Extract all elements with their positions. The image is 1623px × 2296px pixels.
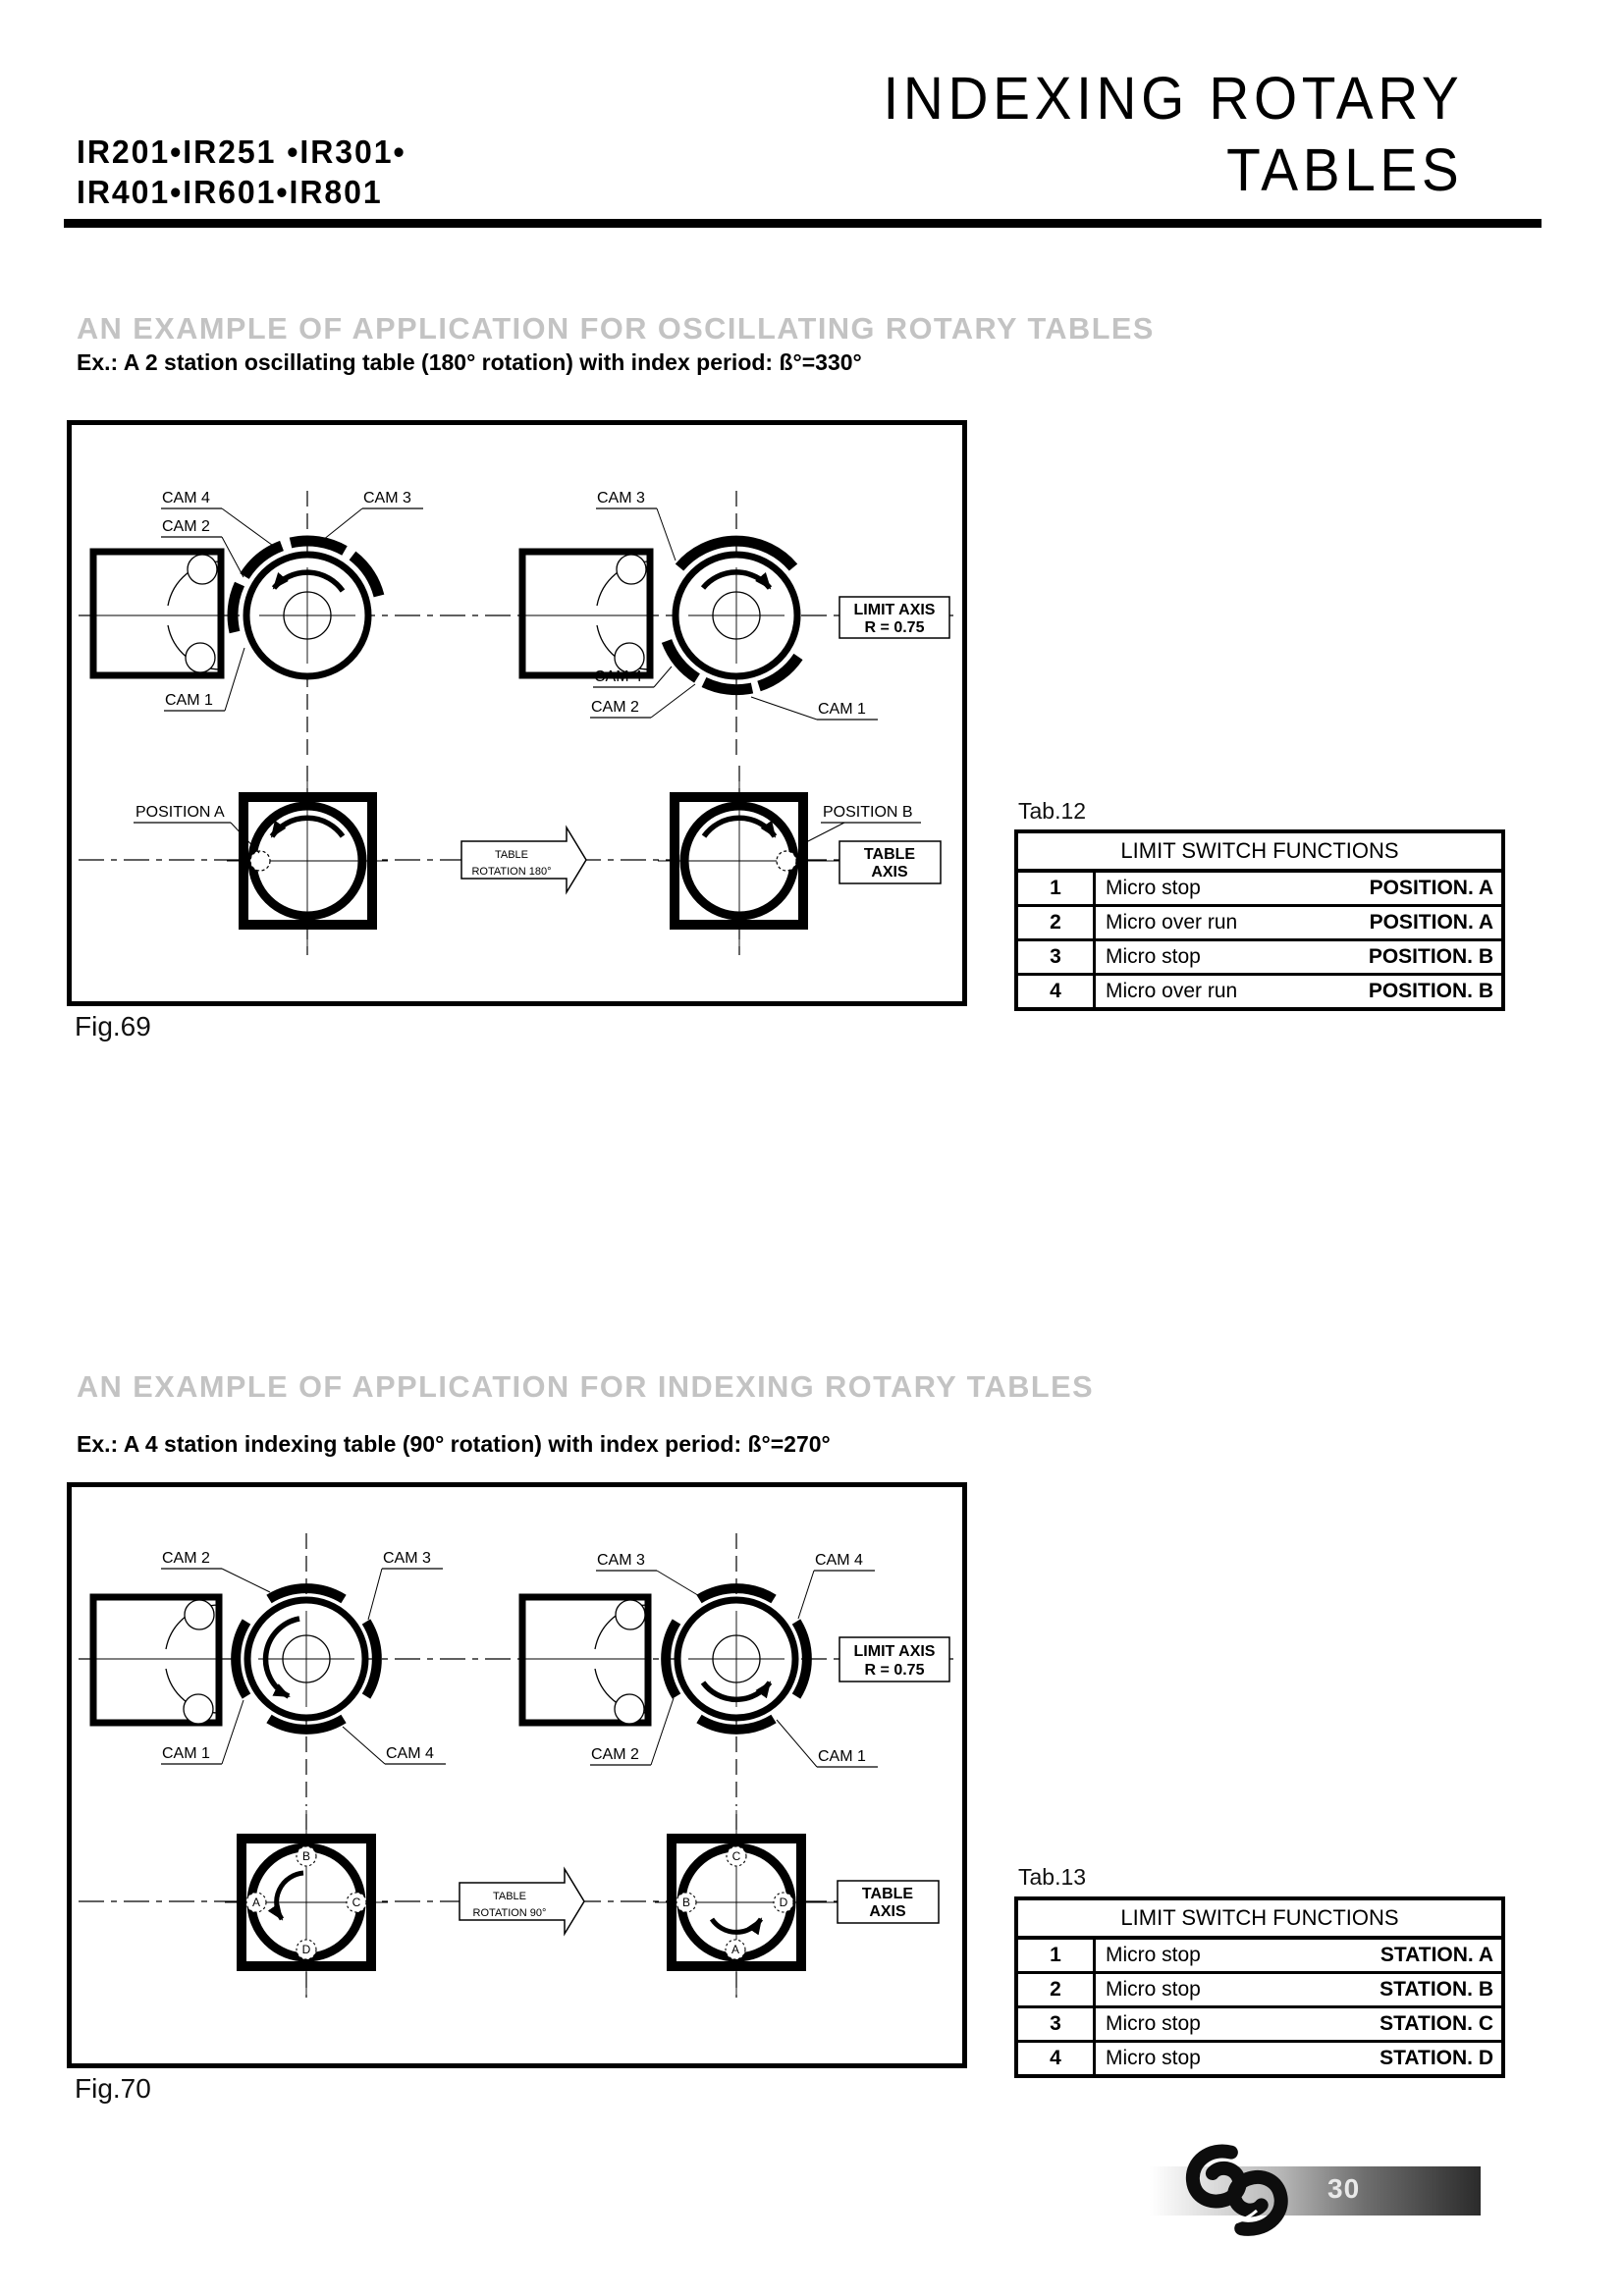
row-function: Micro over run xyxy=(1106,980,1238,1002)
position-b-label: POSITION B xyxy=(823,804,913,821)
station-top: B xyxy=(301,1849,311,1863)
row-function: Micro stop xyxy=(1106,2047,1201,2069)
index-position-marker xyxy=(250,851,270,871)
table-row xyxy=(1018,2043,1501,2074)
cam4-label: CAM 4 xyxy=(162,490,210,507)
table-axis-line2: AXIS xyxy=(871,864,908,881)
station-top: C xyxy=(731,1849,741,1863)
tab-13-label: Tab.13 xyxy=(1018,1864,1087,1890)
figure-70-box xyxy=(67,1482,967,2068)
limit-axis-line2: R = 0.75 xyxy=(864,619,925,636)
table-rotation-arrow xyxy=(460,1869,584,1934)
figure-69-drawing xyxy=(72,425,962,1001)
cam2-label: CAM 2 xyxy=(591,699,639,716)
table-axis-line1: TABLE xyxy=(863,846,916,863)
figure-70-caption: Fig.70 xyxy=(75,2073,151,2104)
limit-axis-line2: R = 0.75 xyxy=(864,1662,925,1679)
tab-12-table xyxy=(1014,829,1505,1011)
row-number: 2 xyxy=(1018,1974,1096,2005)
table-row xyxy=(1018,1940,1501,1974)
indexing-table-right xyxy=(655,1810,818,1995)
table-axis-line2: AXIS xyxy=(869,1903,906,1920)
figure-70-drawing xyxy=(72,1487,962,2063)
tab-13-table xyxy=(1014,1896,1505,2078)
row-number: 2 xyxy=(1018,907,1096,938)
row-position: STATION. D xyxy=(1380,2047,1493,2069)
row-function: Micro over run xyxy=(1106,911,1238,934)
section-heading-indexing: AN EXAMPLE OF APPLICATION FOR INDEXING ROTARY TABLES xyxy=(77,1369,1095,1404)
row-number: 4 xyxy=(1018,2043,1096,2074)
indexing-table-left xyxy=(225,1810,388,1995)
model-list xyxy=(77,132,406,212)
limit-axis-callout xyxy=(839,597,949,638)
rotation-text-line2: ROTATION 180° xyxy=(471,866,552,878)
figure-69-caption: Fig.69 xyxy=(75,1011,151,1041)
figure-69-box xyxy=(67,420,967,1006)
table-row xyxy=(1018,1974,1501,2008)
station-bottom: A xyxy=(730,1943,740,1956)
row-position: POSITION. B xyxy=(1368,945,1493,968)
row-position: POSITION. A xyxy=(1369,911,1493,934)
page-title-line2: TABLES xyxy=(1225,136,1463,203)
limit-axis-line1: LIMIT AXIS xyxy=(853,602,936,618)
table-row xyxy=(1018,941,1501,976)
table-row xyxy=(1018,2008,1501,2043)
station-right: C xyxy=(352,1896,361,1909)
station-right: D xyxy=(779,1896,788,1909)
cam-assembly-right xyxy=(522,1588,807,1730)
table-row xyxy=(1018,976,1501,1007)
example-text-indexing: Ex.: A 4 station indexing table (90° rotation) with index period: ß°=270° xyxy=(77,1431,831,1457)
rotation-text-line2: ROTATION 90° xyxy=(472,1907,547,1919)
row-function: Micro stop xyxy=(1106,945,1201,968)
model-list-line2: IR401•IR601•IR801 xyxy=(77,174,383,210)
row-position: STATION. A xyxy=(1380,1944,1493,1966)
cam3-label: CAM 3 xyxy=(597,490,645,507)
position-a-label: POSITION A xyxy=(135,804,225,821)
row-number: 3 xyxy=(1018,2008,1096,2040)
row-function: Micro stop xyxy=(1106,2012,1201,2035)
station-left: A xyxy=(251,1896,261,1909)
row-function: Micro stop xyxy=(1106,1944,1201,1966)
cam1-label: CAM 1 xyxy=(162,1745,210,1762)
cam4-label: CAM 4 xyxy=(594,668,642,685)
index-position-marker xyxy=(777,851,796,871)
row-function: Micro stop xyxy=(1106,1978,1201,2001)
cam-assembly-position-b xyxy=(522,541,798,690)
cam-assembly-left xyxy=(93,1588,377,1730)
table-row xyxy=(1018,873,1501,907)
tab-13-title: LIMIT SWITCH FUNCTIONS xyxy=(1018,1900,1501,1940)
cam-assembly-position-a xyxy=(93,541,379,676)
tab-12-title: LIMIT SWITCH FUNCTIONS xyxy=(1018,833,1501,873)
row-number: 3 xyxy=(1018,941,1096,973)
table-axis-callout xyxy=(804,841,941,883)
limit-axis-line1: LIMIT AXIS xyxy=(853,1643,936,1660)
cam2-label: CAM 2 xyxy=(591,1746,639,1763)
cam1-label: CAM 1 xyxy=(165,692,213,709)
example-text-oscillating: Ex.: A 2 station oscillating table (180° rotation) with index period: ß°=330° xyxy=(77,349,862,375)
row-number: 1 xyxy=(1018,873,1096,904)
cam1-label: CAM 1 xyxy=(818,701,866,718)
row-position: POSITION. B xyxy=(1368,980,1493,1002)
station-bottom: D xyxy=(301,1943,311,1956)
cam4-label: CAM 4 xyxy=(815,1552,863,1569)
cam3-label: CAM 3 xyxy=(363,490,411,507)
table-rotation-arrow xyxy=(461,828,586,892)
cam3-label: CAM 3 xyxy=(383,1550,431,1567)
table-axis-callout xyxy=(801,1881,939,1923)
cam2-label: CAM 2 xyxy=(162,1550,210,1567)
row-function: Micro stop xyxy=(1106,877,1201,899)
row-number: 4 xyxy=(1018,976,1096,1007)
model-list-line1: IR201•IR251 •IR301• xyxy=(77,133,406,170)
section-heading-oscillating: AN EXAMPLE OF APPLICATION FOR OSCILLATING ROTARY TABLES xyxy=(77,311,1155,346)
table-axis-line1: TABLE xyxy=(861,1886,914,1902)
table-position-a xyxy=(134,769,388,953)
row-position: STATION. C xyxy=(1380,2012,1493,2035)
page-number: 30 xyxy=(1327,2173,1361,2204)
header-divider xyxy=(64,219,1542,228)
cam4-label: CAM 4 xyxy=(386,1745,434,1762)
cam2-label: CAM 2 xyxy=(162,518,210,535)
tab-12-label: Tab.12 xyxy=(1018,798,1087,824)
rotation-text-line1: TABLE xyxy=(494,849,529,861)
row-position: STATION. B xyxy=(1380,1978,1493,2001)
row-number: 1 xyxy=(1018,1940,1096,1971)
limit-axis-callout xyxy=(839,1637,949,1682)
page-title xyxy=(883,63,1463,206)
rotation-text-line1: TABLE xyxy=(492,1891,527,1902)
cam3-label: CAM 3 xyxy=(597,1552,645,1569)
table-row xyxy=(1018,907,1501,941)
page-title-line1: INDEXING ROTARY xyxy=(883,65,1463,132)
station-left: B xyxy=(681,1896,691,1909)
row-position: POSITION. A xyxy=(1369,877,1493,899)
cam1-label: CAM 1 xyxy=(818,1748,866,1765)
brand-logo-icon xyxy=(1174,2138,1302,2242)
